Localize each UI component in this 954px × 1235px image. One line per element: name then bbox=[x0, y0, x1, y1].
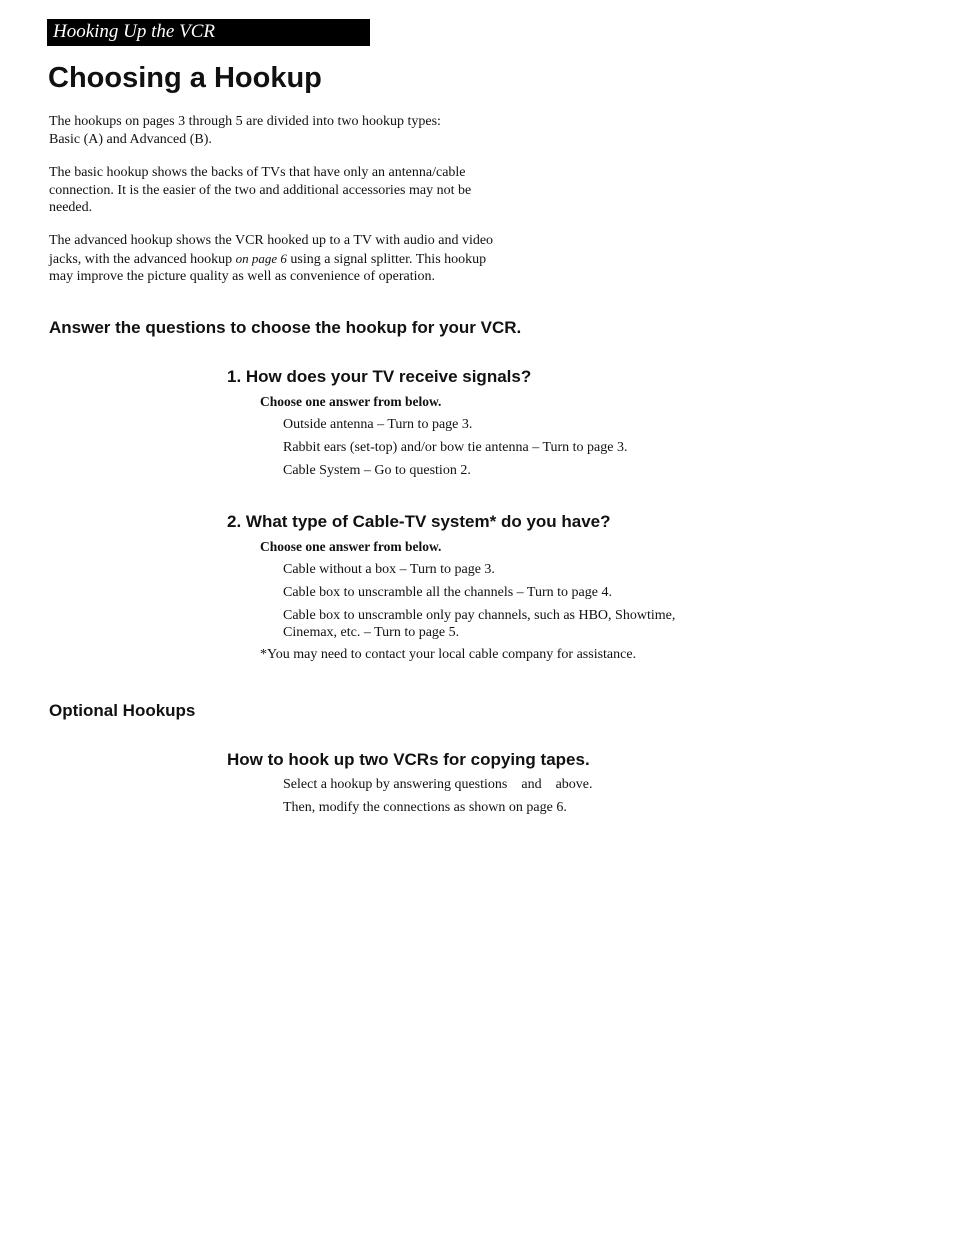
question-2-option: Cable box to unscramble only pay channels, such as HBO, Showtime, bbox=[283, 608, 676, 623]
intro-p2-line2: connection. It is the easier of the two and additional accessories may not be bbox=[49, 182, 472, 198]
copy-tapes-step-1 bbox=[283, 776, 733, 793]
intro-p1-line2: Basic (A) and Advanced (B). bbox=[49, 131, 212, 147]
cable-footnote: *You may need to contact your local cable company for assistance. bbox=[260, 647, 637, 662]
intro-p3-line3: may improve the picture quality as well as convenience of operation. bbox=[49, 269, 436, 284]
copy-tapes-step-1-and: and bbox=[521, 777, 542, 792]
question-1-heading: 1. How does your TV receive signals? bbox=[227, 367, 532, 386]
question-2-instruction: Choose one answer from below. bbox=[260, 539, 442, 554]
page-reference: on page 6 bbox=[235, 250, 287, 266]
intro-p1-line1: The hookups on pages 3 through 5 are divided into two hookup types: bbox=[49, 114, 441, 129]
intro-p3-line2-a: jacks, with the advanced hookup bbox=[49, 251, 236, 267]
question-1-option: Outside antenna – Turn to page 3. bbox=[283, 417, 473, 432]
intro-p3-line2 bbox=[49, 250, 569, 269]
question-1-instruction: Choose one answer from below. bbox=[260, 394, 442, 409]
copy-tapes-step-2: Then, modify the connections as shown on page 6. bbox=[283, 800, 567, 815]
intro-p2-line1: The basic hookup shows the backs of TVs that have only an antenna/cable bbox=[49, 165, 466, 180]
section-header-bar bbox=[47, 19, 370, 46]
intro-p2-line3: needed. bbox=[49, 200, 93, 215]
intro-paragraph-2 bbox=[49, 164, 549, 217]
copy-tapes-heading: How to hook up two VCRs for copying tapes. bbox=[227, 750, 590, 769]
copy-tapes-step-1-text: Select a hookup by answering questions bbox=[283, 777, 508, 792]
question-1-option: Cable System – Go to question 2. bbox=[283, 463, 471, 478]
intro-paragraph-1 bbox=[49, 113, 549, 148]
page-title: Choosing a Hookup bbox=[48, 62, 322, 94]
copy-tapes-step-1-end: above. bbox=[555, 777, 593, 792]
question-1-option: Rabbit ears (set-top) and/or bow tie antenna – Turn to page 3. bbox=[283, 440, 628, 455]
question-2-heading: 2. What type of Cable-TV system* do you have? bbox=[227, 512, 611, 531]
section-header-label: Hooking Up the VCR bbox=[53, 21, 216, 42]
intro-paragraph-3 bbox=[49, 232, 569, 286]
question-2-option: Cable box to unscramble all the channels – Turn to page 4. bbox=[283, 585, 612, 600]
intro-p3-line2-b: using a signal splitter. This hookup bbox=[286, 251, 487, 267]
question-2-option: Cinemax, etc. – Turn to page 5. bbox=[283, 625, 460, 640]
intro-p3-line1: The advanced hookup shows the VCR hooked up to a TV with audio and video bbox=[49, 233, 494, 248]
question-2-option: Cable without a box – Turn to page 3. bbox=[283, 562, 495, 577]
questions-heading: Answer the questions to choose the hookup for your VCR. bbox=[49, 318, 522, 337]
optional-hookups-heading: Optional Hookups bbox=[49, 701, 196, 720]
